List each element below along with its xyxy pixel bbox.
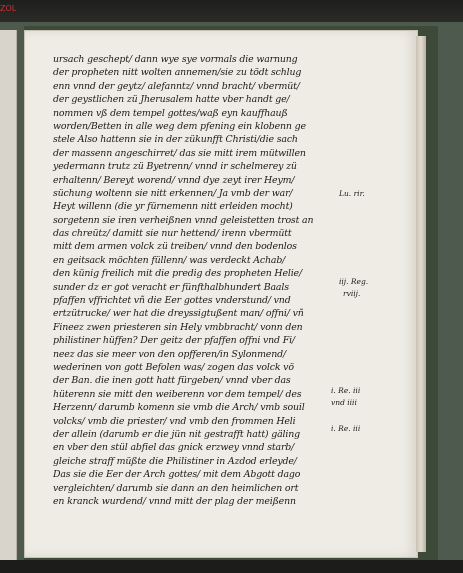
margin-notes [331, 31, 397, 571]
text-line: der allein (darumb er die jün nit gestrafft hatt) gäling [53, 428, 300, 440]
text-line: philistiner hüffen? Der geitz der pfaffen offni vnd Fi/ [53, 335, 295, 347]
text-line: den künig freilich mit die predig des propheten Helie/ [53, 268, 302, 280]
text-line: süchung woltenn sie nitt erkennen/ Ja vmb der war/ [53, 187, 293, 199]
text-line: ertzütrucke/ wer hat die dreyssigtußent man/ offni/ vñ [53, 308, 304, 320]
text-line: sunder dz er got veracht er fünfthalbhundert Baals [53, 281, 289, 293]
text-line: mitt dem armen volck zü treiben/ vnnd den bodenlos [53, 241, 297, 253]
margin-note: Lu. rir. [339, 189, 365, 198]
margin-note: iij. Reg. [339, 277, 369, 286]
top-bar-mark: ZOL [0, 4, 17, 13]
text-line: yedermann trutz zü Byetrenn/ vnnd ir schelmerey zü [53, 161, 297, 173]
text-line: worden/Betten in alle weg dem pfening ein klobenn ge [53, 120, 306, 132]
text-line: stele Also hattenn sie in der zükunfft Christi/die sach [53, 134, 298, 146]
text-line: der Ban. die inen gott hatt fürgeben/ vnnd vber das [53, 375, 291, 387]
margin-note: rviij. [343, 289, 361, 298]
margin-note: i. Re. iii [331, 386, 361, 395]
text-line: hüterenn sie mitt den weiberenn vor dem tempel/ des [53, 388, 302, 400]
text-line: enn vnnd der geytz/ alefanntz/ vnnd bracht/ vbermüt/ [53, 80, 300, 92]
text-line: sorgetenn sie iren verheißnen vnnd geleistetten trost an [53, 214, 314, 226]
text-line: das chreütz/ damitt sie nur hettend/ irenn vbermütt [53, 228, 292, 240]
text-line: Das sie die Eer der Arch gottes/ mit dem Abgott dago [53, 469, 301, 481]
text-line: pfaffen vffrichtet vñ die Eer gottes vnderstund/ vnd [53, 295, 291, 307]
text-line: der propheten nitt wolten annemen/sie zu tödt schlug [53, 67, 302, 79]
viewer-top-bar [0, 0, 463, 22]
text-line: Heyt willenn (die yr fürnemenn nitt erleiden mocht) [53, 201, 293, 213]
text-line: nommen vß dem tempel gottes/waß eyn kauffhauß [53, 107, 288, 119]
text-line: Herzenn/ darumb komenn sie vmb die Arch/ vmb souil [53, 402, 305, 414]
text-line: ursach geschept/ dann wye sye vormals die warnung [53, 54, 298, 65]
text-line: vergleichten/ darumb sie dann an den heimlichen ort [53, 482, 299, 494]
text-line: Fineez zwen priesteren sin Hely vmbbracht/ vonn den [53, 321, 303, 333]
text-line: en vber den stül abfiel das gnick erzwey vnnd starb/ [53, 442, 295, 454]
text-line: en kranck wurdend/ vnnd mitt der plag der meißenn [53, 495, 296, 507]
text-line: der massenn angeschirret/ das sie mitt irem mütwillen [53, 147, 306, 159]
margin-note: vnd iiii [331, 398, 357, 407]
text-line: der geystlichen zü Jherusalem hatte vber handt ge/ [53, 94, 290, 106]
book-page [24, 30, 418, 558]
text-line: neez das sie meer von den opfferen/in Sylonmend/ [53, 348, 286, 360]
margin-note: i. Re. iii [331, 424, 361, 433]
text-line: en geitsack möchten füllenn/ was verdeckt Achab/ [53, 254, 286, 266]
text-line: wederinen von gott Befolen was/ zogen das volck vö [53, 361, 294, 373]
text-line: volcks/ vmb die priester/ vnd vmb den frommen Heli [53, 415, 296, 427]
text-line: gleiche straff müßte die Philistiner in Azdod erleyde/ [53, 455, 297, 467]
page-text-block [53, 53, 314, 508]
page-edge [416, 36, 426, 552]
previous-page-edge [0, 30, 17, 560]
viewer-bottom-bar [0, 560, 463, 573]
text-line: erhaltenn/ Bereyt worend/ vnnd dye zeyt irer Heym/ [53, 174, 295, 186]
